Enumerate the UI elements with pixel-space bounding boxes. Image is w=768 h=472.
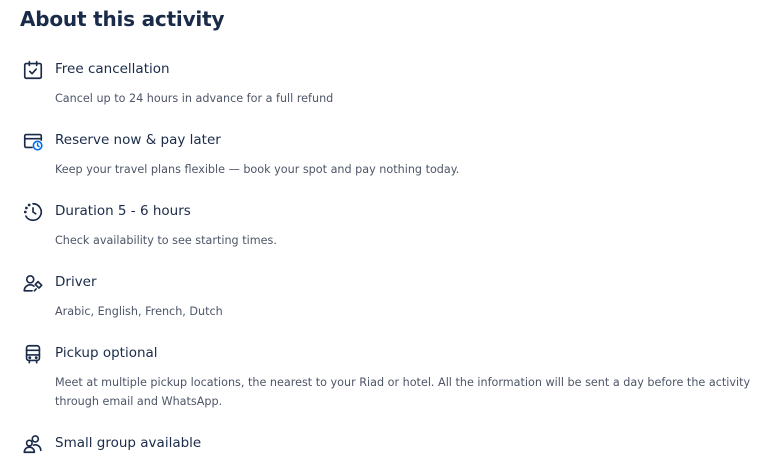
feature-description: Cancel up to 24 hours in advance for a full refund xyxy=(55,92,334,105)
feature-description: Arabic, English, French, Dutch xyxy=(55,305,223,318)
calendar-check-icon xyxy=(22,59,44,81)
feature-title: Free cancellation xyxy=(55,61,170,77)
feature-title: Small group available xyxy=(55,435,202,451)
feature-title: Reserve now & pay later xyxy=(55,132,221,148)
feature-description: Check availability to see starting times. xyxy=(55,234,277,247)
section-title: About this activity xyxy=(20,7,225,31)
driver-icon xyxy=(22,272,44,294)
bus-icon xyxy=(22,343,44,365)
feature-description: Keep your travel plans flexible — book your spot and pay nothing today. xyxy=(55,163,460,176)
feature-description: Meet at multiple pickup locations, the nearest to your Riad or hotel. All the information will be sent a day before the activity through email and WhatsApp. xyxy=(55,376,751,408)
feature-title: Driver xyxy=(55,274,97,290)
feature-title: Pickup optional xyxy=(55,345,158,361)
feature-title: Duration 5 - 6 hours xyxy=(55,203,191,219)
duration-clock-icon xyxy=(22,201,44,223)
small-group-icon xyxy=(22,433,44,455)
calendar-clock-icon xyxy=(22,130,44,152)
